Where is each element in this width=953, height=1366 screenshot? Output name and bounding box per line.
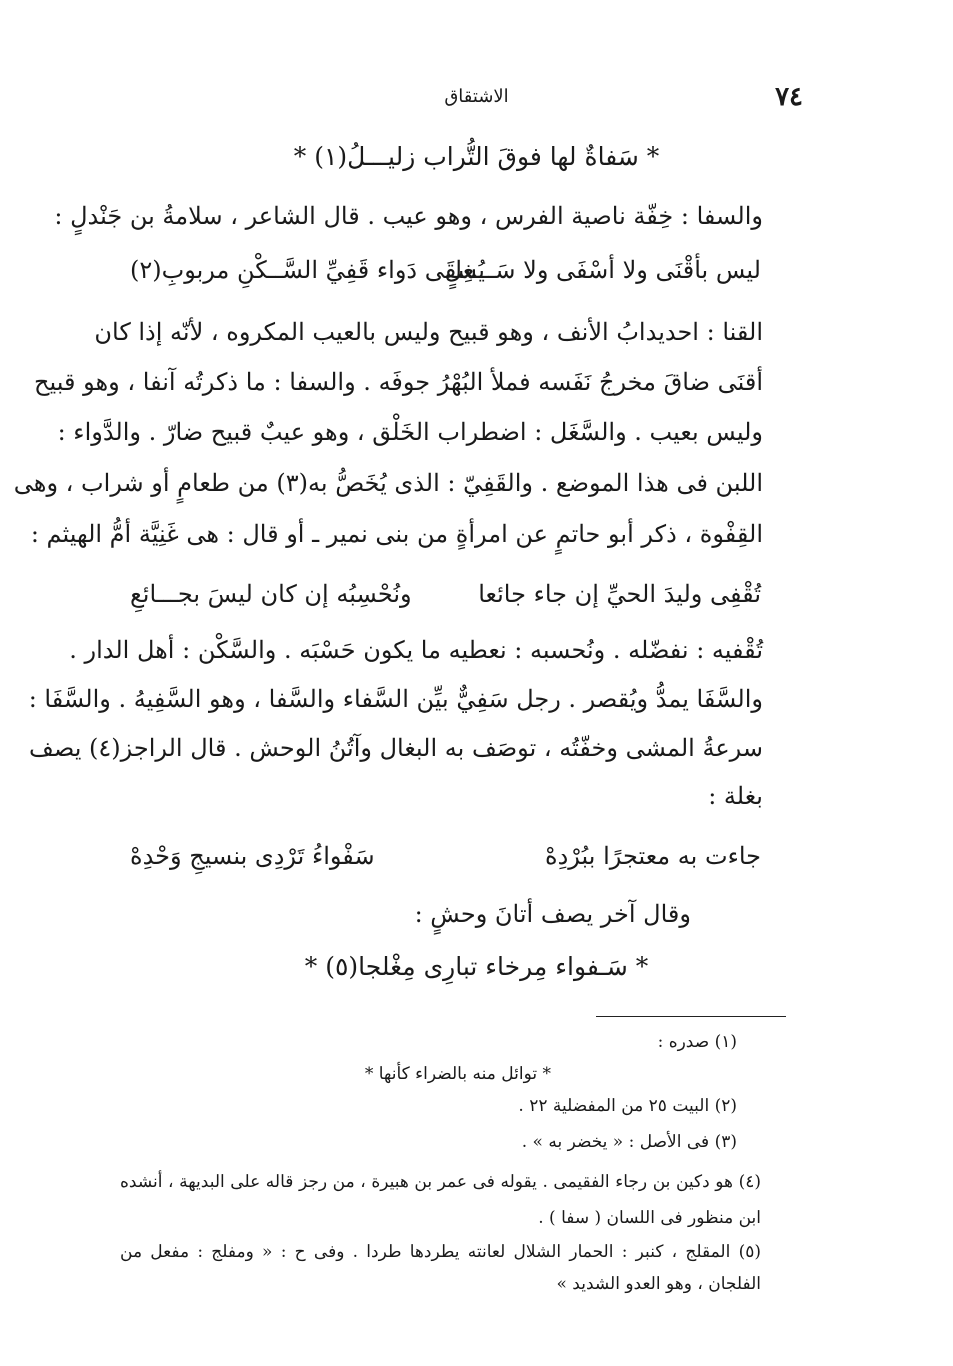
verse-hemistich-2: * سَـفواء مِرخاء تبارِى مِغْلجا(٥) * bbox=[304, 952, 649, 981]
text-line-8: والسَّفَا يمدُّ ويُقصر . رجل سَفِيٌّ بيِّن السَّفاء والسَّفا ، وهو السَّفِيهُ . والسَّفَا : bbox=[28, 685, 763, 713]
footnote-1-label: (١) صدره : bbox=[657, 1032, 737, 1052]
text-line-2: القنا : احديدابُ الأنف ، وهو قبيح وليس بالعيب المكروه ، لأنّه إذا كان bbox=[94, 318, 763, 346]
footnote-4-line-1: (٤) هو دكين بن رجاء الفقيمى . يقوله فى عمر بن هبيرة ، من رجز قاله على البديهة ، أنشده bbox=[120, 1172, 761, 1192]
text-line-3: أقنَى ضاقَ مخرجُ نَفَسه فملأ البُهْرُ جوفَه . والسفا : ما ذكرتُه آنفا ، وهو قبيح bbox=[34, 368, 763, 396]
text-line-9: سرعةُ المشى وخفّتُه ، توصَف به البغال وآتُنُ الوحش . قال الراجز(٤) يصف bbox=[29, 734, 763, 762]
couplet-3-right-hemistich: جاءت به معتجرًا ببُرْدِهْ bbox=[545, 842, 761, 870]
text-line-11: وقال آخر يصف أتانَ وحشٍ : bbox=[414, 900, 691, 928]
couplet-2-right-hemistich: تُقْفِى وليدَ الحيِّ إن جاء جائعا bbox=[478, 580, 761, 608]
couplet-3-left-hemistich: سَفْواءُ تَرْدِى بنسيجِ وَحْدِهْ bbox=[130, 842, 375, 870]
text-line-6: القِفْوة ، ذكر أبو حاتمٍ عن امرأةٍ من بنى نمير ـ أو قال : هى غَنِيَّة أمُّ الهيثم : bbox=[30, 520, 763, 548]
footnote-5-line-2: الفلجان ، وهو العدو الشديد » bbox=[556, 1274, 761, 1294]
footnote-4-line-2: ابن منظور فى اللسان ( سفا ) . bbox=[538, 1208, 761, 1228]
couplet-2-left-hemistich: ونُحْسِبُه إن كان ليسَ بجـــائعِ bbox=[130, 580, 412, 608]
text-line-1: والسفا : خِفّة ناصية الفرس ، وهو عيب . قال الشاعر ، سلامةُ بن جَنْدلٍ : bbox=[54, 202, 763, 230]
footnote-5-line-1: (٥) المقلج ، كنبر : الحمار الشلال لعانته يطردها طردا . وفى ح : « ومفلج : مفعل من bbox=[120, 1242, 761, 1262]
text-line-4: وليس بعيب . والسَّغَل : اضطراب الخَلْق ، وهو عيبٌ قبيح ضارّ . والدَّواء : bbox=[57, 418, 763, 446]
page-number: ٧٤ bbox=[775, 82, 803, 112]
verse-hemistich-1: * سَفاةٌ لها فوقَ التُّراب زليـــلُ(١) * bbox=[293, 142, 660, 171]
footnote-3: (٣) فى الأصل : « يخضر به » . bbox=[521, 1132, 737, 1152]
couplet-1-right-hemistich: ليس بأقْنَى ولا أسْفَى ولا سَـــغِلٍ bbox=[444, 256, 761, 284]
text-line-10: بغلة : bbox=[708, 782, 763, 810]
footnote-rule bbox=[596, 1016, 786, 1017]
text-line-7: تُقْفيه : نفضّله . ونُحسبه : نعطيه ما يكون حَسْبَه . والسَّكْن : أهل الدار . bbox=[69, 636, 763, 664]
footnote-1-verse: * توائل منه بالضراء كأنها * bbox=[364, 1064, 551, 1084]
footnote-2: (٢) البيت ٢٥ من المفضلية ٢٢ . bbox=[518, 1096, 737, 1116]
running-title: الاشتقاق bbox=[444, 86, 509, 107]
text-line-5: اللبن فى هذا الموضع . والقَفِيّ : الذى يُخَصُّ به(٣) من طعامٍ أو شراب ، وهى bbox=[13, 469, 763, 497]
couplet-1-left-hemistich: يُسقَى دَواء قَفِيِّ السَّــكْنِ مربوبِ(٢) bbox=[130, 256, 485, 284]
page-header bbox=[120, 82, 833, 112]
